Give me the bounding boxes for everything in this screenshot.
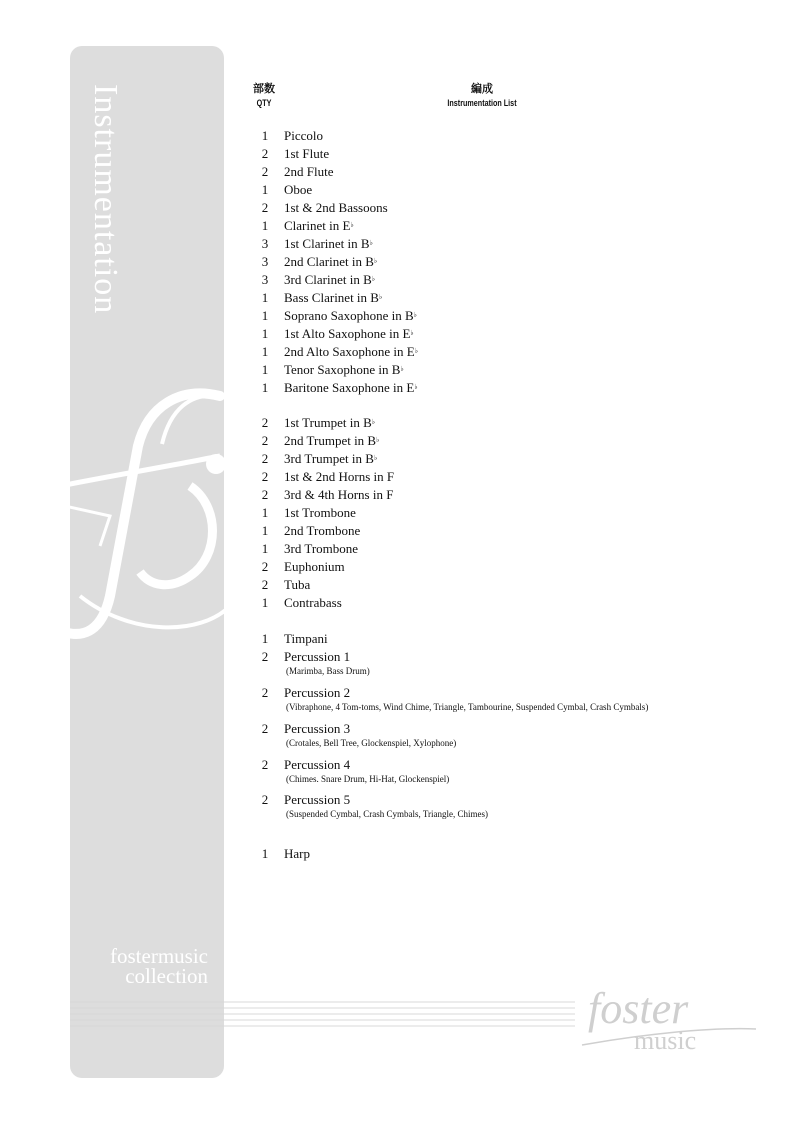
list-item [255, 468, 755, 486]
instrument-name [284, 199, 388, 217]
instrument-qty: 2 [261, 433, 269, 448]
instrument-name [284, 271, 375, 289]
instrument-name-text: 1st Flute [284, 146, 330, 161]
list-item [255, 720, 755, 748]
list-item [255, 361, 755, 379]
instrument-detail: (Chimes. Snare Drum, Hi-Hat, Glockenspiel) [286, 774, 450, 784]
instrument-qty: 2 [261, 200, 269, 215]
instrument-name [284, 145, 329, 163]
instrument-qty: 1 [261, 344, 269, 359]
list-item [255, 145, 755, 163]
instrument-name [284, 253, 377, 271]
flat-sign: ♭ [373, 454, 378, 462]
instrument-name [284, 361, 404, 379]
instrument-name-text: Oboe [284, 182, 313, 197]
list-item [255, 253, 755, 271]
flat-sign: ♭ [373, 257, 378, 265]
instrument-qty: 1 [261, 362, 269, 377]
instrument-qty: 2 [261, 451, 269, 466]
flat-sign: ♭ [376, 436, 380, 444]
instrument-name [284, 720, 350, 738]
flat-sign: ♭ [350, 221, 354, 229]
instrument-name [284, 522, 360, 540]
instrument-qty: 2 [261, 577, 269, 592]
instrument-name-text: Clarinet in E [284, 218, 351, 233]
list-item [255, 271, 755, 289]
instrument-name [284, 594, 342, 612]
instrument-name [284, 756, 350, 774]
instrument-name [284, 325, 414, 343]
instrument-qty: 2 [261, 146, 269, 161]
flat-sign: ♭ [410, 329, 414, 337]
instrument-qty: 1 [261, 505, 269, 520]
instrument-qty: 2 [261, 164, 269, 179]
list-item [255, 289, 755, 307]
list-item [255, 540, 755, 558]
instrument-qty: 2 [261, 559, 269, 574]
instrument-name [284, 307, 417, 325]
flat-sign: ♭ [369, 239, 373, 247]
instrument-name-text: Percussion 5 [284, 792, 351, 807]
instrument-name-text: Harp [284, 846, 310, 861]
instrument-name-text: Soprano Saxophone in B [284, 308, 414, 323]
svg-text:foster: foster [588, 985, 689, 1033]
instrument-name [284, 289, 382, 307]
list-item [255, 307, 755, 325]
list-item [255, 450, 755, 468]
instrument-name-text: 3rd Trombone [284, 541, 359, 556]
instrument-qty: 1 [261, 128, 269, 143]
instrument-name [284, 468, 394, 486]
instrument-name [284, 684, 350, 702]
instrument-qty: 2 [261, 792, 269, 807]
instrument-qty: 1 [261, 523, 269, 538]
forte-f-logo-icon [70, 386, 224, 646]
list-item [255, 163, 755, 181]
instrument-detail: (Marimba, Bass Drum) [286, 666, 370, 676]
instrument-name-text: 3rd & 4th Horns in F [284, 487, 394, 502]
list-item [255, 558, 755, 576]
list-item [255, 379, 755, 397]
instrument-name [284, 414, 375, 432]
instrument-qty: 1 [261, 595, 269, 610]
instrument-name-text: Tenor Saxophone in B [284, 362, 401, 377]
svg-text:music: music [634, 1026, 697, 1055]
instrument-name-text: 1st Trumpet in B [284, 415, 372, 430]
list-item [255, 648, 755, 676]
collection-label: fostermusic collection [110, 944, 208, 988]
instrument-qty: 1 [261, 631, 269, 646]
instrument-name [284, 648, 350, 666]
instrument-name [284, 181, 312, 199]
list-item [255, 414, 755, 432]
instrument-qty: 3 [261, 254, 269, 269]
flat-sign: ♭ [400, 365, 404, 373]
instrument-qty: 2 [261, 757, 269, 772]
list-item [255, 594, 755, 612]
qty-header: 部数 QTY [253, 83, 275, 108]
instrument-qty: 1 [261, 380, 269, 395]
instrument-name [284, 845, 310, 863]
instrument-name [284, 432, 379, 450]
instrument-name-text: Percussion 1 [284, 649, 351, 664]
instrument-name-text: Timpani [284, 631, 328, 646]
list-item [255, 235, 755, 253]
instrument-name-text: 2nd Trumpet in B [284, 433, 377, 448]
instrument-name-text: 1st Alto Saxophone in E [284, 326, 411, 341]
instrument-qty: 3 [261, 236, 269, 251]
flat-sign: ♭ [378, 293, 383, 301]
flat-sign: ♭ [413, 311, 417, 319]
list-item [255, 217, 755, 235]
instrument-name [284, 217, 354, 235]
instrument-qty: 2 [261, 415, 269, 430]
instrument-name [284, 504, 356, 522]
instrument-name-text: Euphonium [284, 559, 345, 574]
instrument-name-text: Percussion 4 [284, 757, 351, 772]
instrument-name-text: Bass Clarinet in B [284, 290, 379, 305]
list-item [255, 486, 755, 504]
instrument-name-text: Contrabass [284, 595, 342, 610]
list-item [255, 630, 755, 648]
foster-music-logo-icon [578, 985, 758, 1055]
instrument-detail: (Crotales, Bell Tree, Glockenspiel, Xylophone) [286, 738, 457, 748]
instrument-detail: (Vibraphone, 4 Tom-toms, Wind Chime, Triangle, Tambourine, Suspended Cymbal, Crash Cymbals) [286, 702, 649, 712]
instrument-name [284, 630, 328, 648]
instrument-qty: 1 [261, 218, 269, 233]
instrument-name-text: 3rd Clarinet in B [284, 272, 372, 287]
instrument-qty: 1 [261, 182, 269, 197]
instrument-name [284, 486, 393, 504]
instrument-name-text: Piccolo [284, 128, 323, 143]
instrument-qty: 1 [261, 846, 269, 861]
instrument-detail: (Suspended Cymbal, Crash Cymbals, Triangle, Chimes) [286, 809, 488, 819]
instrument-name-text: 1st & 2nd Bassoons [284, 200, 388, 215]
list-item [255, 756, 755, 784]
instrument-name-text: 1st Trombone [284, 505, 356, 520]
sidebar-title: Instrumentation [87, 84, 124, 315]
list-item [255, 432, 755, 450]
instrument-name [284, 343, 418, 361]
instrument-name-text: 1st Clarinet in B [284, 236, 370, 251]
instrument-name-text: Percussion 3 [284, 721, 351, 736]
instrument-name [284, 576, 310, 594]
instrument-name-text: Baritone Saxophone in E [284, 380, 415, 395]
instrument-qty: 2 [261, 721, 269, 736]
sidebar-panel [70, 46, 224, 1078]
instrument-name-text: Percussion 2 [284, 685, 351, 700]
list-item [255, 791, 755, 819]
instrument-name [284, 558, 345, 576]
list-item [255, 325, 755, 343]
list-item [255, 343, 755, 361]
instrument-qty: 2 [261, 685, 269, 700]
list-item [255, 181, 755, 199]
list-item [255, 576, 755, 594]
instrument-name-text: 2nd Trombone [284, 523, 361, 538]
instrument-name-text: 2nd Alto Saxophone in E [284, 344, 415, 359]
list-item [255, 199, 755, 217]
list-item [255, 845, 755, 863]
flat-sign: ♭ [371, 275, 376, 283]
instrument-qty: 2 [261, 649, 269, 664]
instrument-name-text: Tuba [284, 577, 311, 592]
staff-lines-decoration [70, 1000, 575, 1028]
list-item [255, 127, 755, 145]
instrument-name [284, 163, 333, 181]
list-item [255, 522, 755, 540]
instrument-name [284, 450, 377, 468]
instrument-qty: 1 [261, 541, 269, 556]
instrument-qty: 3 [261, 272, 269, 287]
instrument-name-text: 3rd Trumpet in B [284, 451, 374, 466]
instrument-qty: 1 [261, 326, 269, 341]
instrument-qty: 1 [261, 308, 269, 323]
instrument-qty: 1 [261, 290, 269, 305]
instrument-name-text: 1st & 2nd Horns in F [284, 469, 395, 484]
flat-sign: ♭ [371, 418, 376, 426]
instrument-qty: 2 [261, 487, 269, 502]
instrument-name [284, 791, 350, 809]
instrumentation-header: 編成 Instrumentation List [447, 83, 517, 108]
list-item [255, 504, 755, 522]
flat-sign: ♭ [414, 347, 419, 355]
instrument-name [284, 127, 323, 145]
instrument-name [284, 235, 373, 253]
flat-sign: ♭ [414, 383, 418, 391]
instrument-name-text: 2nd Clarinet in B [284, 254, 374, 269]
instrument-name [284, 540, 358, 558]
list-item [255, 684, 755, 712]
instrument-name-text: 2nd Flute [284, 164, 334, 179]
instrument-qty: 2 [261, 469, 269, 484]
instrument-name [284, 379, 418, 397]
